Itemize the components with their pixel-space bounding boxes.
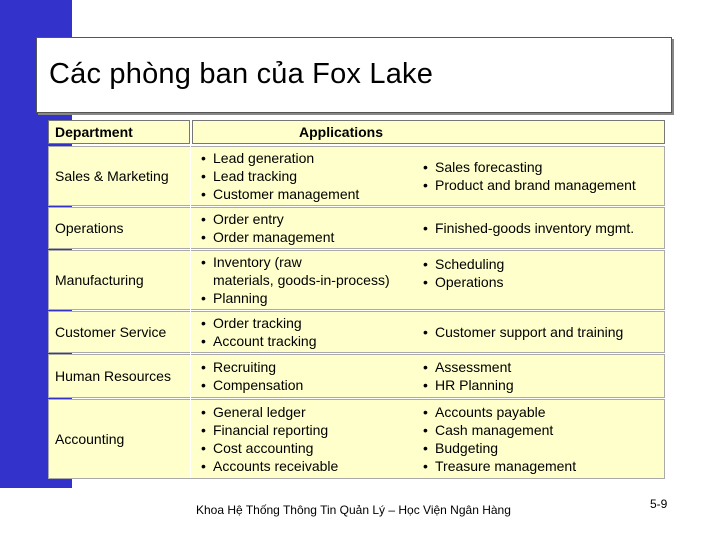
applications-col1 — [199, 355, 409, 397]
list-item: • Lead tracking — [199, 167, 409, 185]
table-row — [48, 354, 665, 398]
department-name: Accounting — [55, 431, 125, 447]
list-item: • Customer management — [199, 185, 409, 203]
table-row — [48, 250, 665, 310]
list-item: • HR Planning — [421, 376, 661, 394]
list-item: • Order tracking — [199, 314, 409, 332]
applications-col1 — [199, 400, 409, 478]
list-item: • Accounts payable — [421, 403, 661, 421]
department-name: Operations — [55, 220, 124, 236]
list-item: • Sales forecasting — [421, 158, 661, 176]
footer-text: Khoa Hệ Thống Thông Tin Quản Lý – Học Viện Ngân Hàng — [196, 503, 511, 517]
applications-col1 — [199, 251, 409, 309]
list-item: • Lead generation — [199, 149, 409, 167]
applications-col2 — [421, 208, 661, 248]
department-name: Customer Service — [55, 324, 167, 340]
list-item: • Financial reporting — [199, 421, 409, 439]
table-row — [48, 146, 665, 206]
list-item: • Order management — [199, 228, 409, 246]
list-item: • Cost accounting — [199, 439, 409, 457]
column-divider — [190, 146, 191, 478]
title-box — [36, 37, 672, 113]
list-item: • Customer support and training — [421, 323, 661, 341]
applications-col2 — [421, 147, 661, 205]
list-item: • Finished-goods inventory mgmt. — [421, 219, 661, 237]
list-item: • Order entry — [199, 210, 409, 228]
list-item: • Product and brand management — [421, 176, 661, 194]
page-title: Các phòng ban của Fox Lake — [49, 58, 434, 90]
applications-col1 — [199, 312, 409, 352]
list-item: • Scheduling — [421, 255, 661, 273]
applications-col2 — [421, 312, 661, 352]
list-item: • Treasure management — [421, 457, 661, 475]
list-item: • Operations — [421, 273, 661, 291]
department-name: Human Resources — [55, 368, 171, 384]
list-item: • Accounts receivable — [199, 457, 409, 475]
applications-col2 — [421, 355, 661, 397]
applications-col2 — [421, 400, 661, 478]
list-item: • Planning — [199, 289, 409, 307]
list-item: • Compensation — [199, 376, 409, 394]
applications-col1 — [199, 208, 409, 248]
list-item: • Recruiting — [199, 358, 409, 376]
department-name: Sales & Marketing — [55, 168, 169, 184]
table-row — [48, 311, 665, 353]
list-item: • Account tracking — [199, 332, 409, 350]
list-item: • Budgeting — [421, 439, 661, 457]
table-row — [48, 399, 665, 479]
applications-col1 — [199, 147, 409, 205]
header-department: Department — [48, 120, 190, 144]
applications-col2 — [421, 251, 661, 309]
list-item: • Inventory (raw materials, goods-in-process) — [199, 253, 409, 289]
header-applications: Applications — [192, 120, 665, 144]
list-item: • Cash management — [421, 421, 661, 439]
list-item: • Assessment — [421, 358, 661, 376]
table-row — [48, 207, 665, 249]
page-number: 5-9 — [650, 497, 668, 511]
department-name: Manufacturing — [55, 272, 144, 288]
list-item: • General ledger — [199, 403, 409, 421]
